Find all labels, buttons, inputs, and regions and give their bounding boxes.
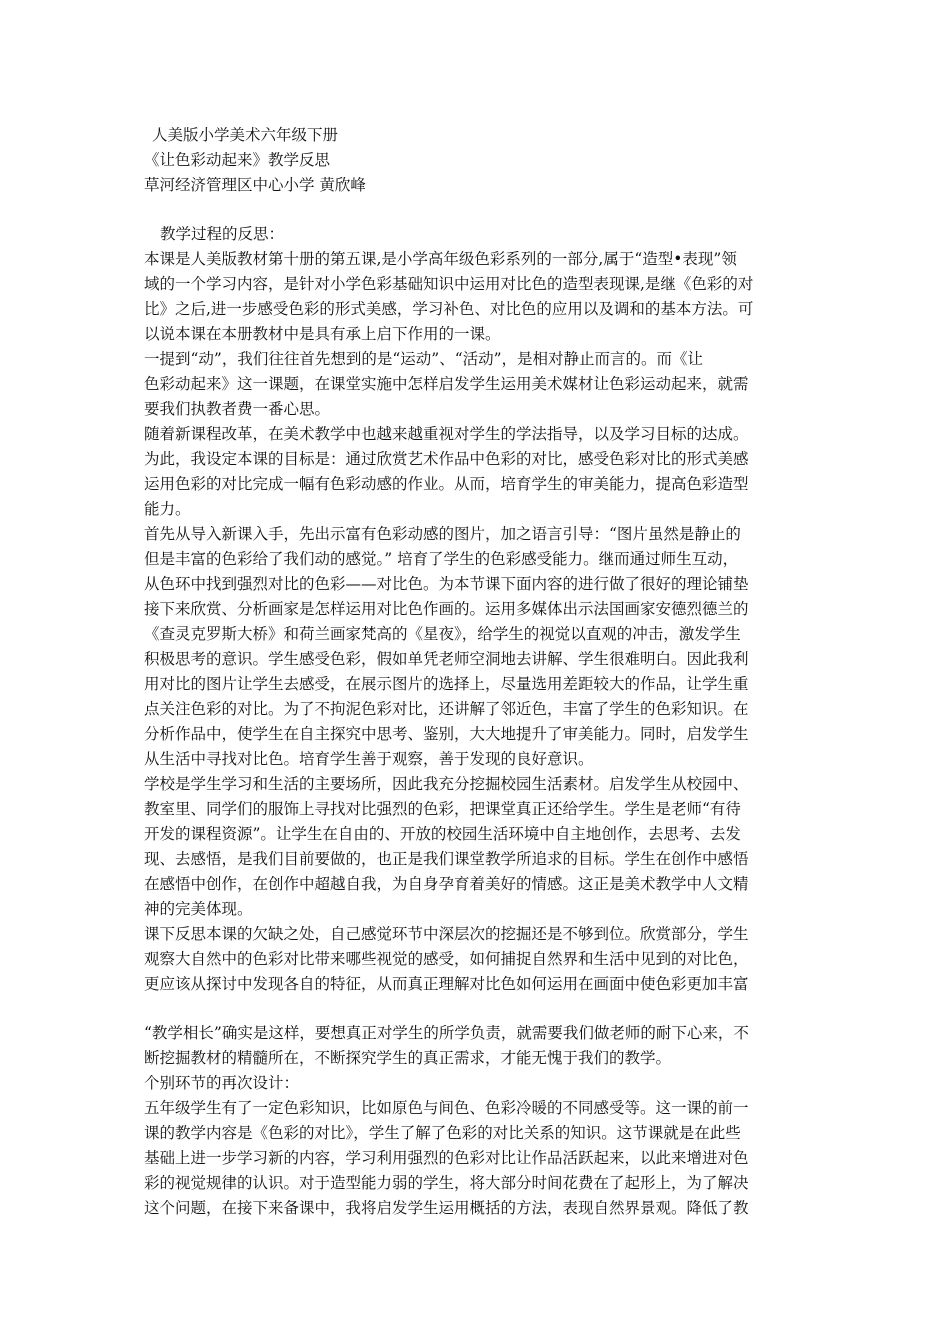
paragraph-line: 课下反思本课的欠缺之处，自己感觉环节中深层次的挖掘还是不够到位。欣赏部分，学生 [144, 925, 749, 943]
paragraph-line: “教学相长”确实是这样，要想真正对学生的所学负责，就需要我们做老师的耐下心来，不 [144, 1024, 749, 1042]
paragraph-line: 一提到“动”，我们往往首先想到的是“运动”、“活动”，是相对静止而言的。而《让 [144, 350, 704, 368]
paragraph-line: 但是丰富的色彩给了我们动的感觉。” 培育了学生的色彩感受能力。继而通过师生互动， [144, 550, 739, 568]
paragraph-line: 为此，我设定本课的目标是：通过欣赏艺术作品中色彩的对比，感受色彩对比的形式美感 [144, 450, 749, 468]
paragraph [144, 522, 812, 772]
paragraph-line: 运用色彩的对比完成一幅有色彩动感的作业。从而，培育学生的审美能力，提高色彩造型 [144, 475, 749, 493]
paragraph-line: 积极思考的意识。学生感受色彩，假如单凭老师空洞地去讲解、学生很难明白。因此我利 [144, 650, 749, 668]
paragraph-line: 更应该从探讨中发现各自的特征，从而真正理解对比色如何运用在画面中使色彩更加丰富 [144, 975, 749, 993]
section-heading: 个别环节的再次设计： [144, 1074, 300, 1092]
paragraph-line: 域的一个学习内容，是针对小学色彩基础知识中运用对比色的造型表现课,是继《色彩的对 [144, 275, 754, 293]
paragraph-line: 《查灵克罗斯大桥》和荷兰画家梵高的《星夜》，给学生的视觉以直观的冲击，激发学生 [144, 625, 741, 643]
publisher-line: 人美版小学美术六年级下册 [152, 126, 339, 144]
paragraph [144, 1096, 812, 1221]
paragraph-line: 基础上进一步学习新的内容，学习利用强烈的色彩对比让作品活跃起来，以此来增进对色 [144, 1149, 749, 1167]
paragraph-line: 随着新课程改革，在美术教学中也越来越重视对学生的学法指导，以及学习目标的达成。 [144, 425, 749, 443]
paragraph [144, 1021, 812, 1071]
paragraph-line: 本课是人美版教材第十册的第五课,是小学高年级色彩系列的一部分,属于“造型•表现”领 [144, 250, 737, 268]
paragraph-line: 这个问题，在接下来备课中，我将启发学生运用概括的方法，表现自然界景观。降低了教 [144, 1199, 749, 1217]
paragraph-line: 用对比的图片让学生去感受，在展示图片的选择上，尽量选用差距较大的作品，让学生重 [144, 675, 749, 693]
paragraph-line: 比》之后,进一步感受色彩的形式美感，学习补色、对比色的应用以及调和的基本方法。可 [144, 300, 754, 318]
paragraph-line: 在感悟中创作，在创作中超越自我，为自身孕育着美好的情感。这正是美术教学中人文精 [144, 875, 749, 893]
paragraph [144, 772, 812, 922]
paragraph-line: 首先从导入新课入手，先出示富有色彩动感的图片，加之语言引导：“图片虽然是静止的 [144, 525, 741, 543]
section-heading: 教学过程的反思： [160, 225, 285, 243]
paragraph-line: 点关注色彩的对比。为了不拘泥色彩对比，还讲解了邻近色，丰富了学生的色彩知识。在 [144, 700, 749, 718]
paragraph-line: 从生活中寻找对比色。培育学生善于观察，善于发现的良好意识。 [144, 750, 594, 768]
paragraph-line: 色彩动起来》这一课题，在课堂实施中怎样启发学生运用美术媒材让色彩运动起来，就需 [144, 375, 749, 393]
author-line: 草河经济管理区中心小学 黄欣峰 [144, 176, 366, 194]
paragraph-line: 从色环中找到强烈对比的色彩——对比色。为本节课下面内容的进行做了很好的理论铺垫 [144, 575, 749, 593]
paragraph-line: 观察大自然中的色彩对比带来哪些视觉的感受，如何捕捉自然界和生活中见到的对比色， [144, 950, 749, 968]
paragraph-line: 学校是学生学习和生活的主要场所，因此我充分挖掘校园生活素材。启发学生从校园中、 [144, 775, 749, 793]
paragraph [144, 422, 812, 522]
paragraph-line: 要我们执教者费一番心思。 [144, 400, 331, 418]
paragraph-line: 分析作品中，使学生在自主探究中思考、鉴别，大大地提升了审美能力。同时，启发学生 [144, 725, 749, 743]
paragraph-line: 开发的课程资源”。让学生在自由的、开放的校园生活环境中自主地创作，去思考、去发 [144, 825, 741, 843]
paragraph-line: 教室里、同学们的服饰上寻找对比强烈的色彩，把课堂真正还给学生。学生是老师“有待 [144, 800, 741, 818]
paragraph [144, 247, 812, 347]
document-page [144, 123, 812, 1221]
paragraph-line: 五年级学生有了一定色彩知识，比如原色与间色、色彩冷暖的不同感受等。这一课的前一 [144, 1099, 749, 1117]
paragraph-line: 现、去感悟，是我们目前要做的，也正是我们课堂教学所追求的目标。学生在创作中感悟 [144, 850, 749, 868]
paragraph-line: 课的教学内容是《色彩的对比》，学生了解了色彩的对比关系的知识。这节课就是在此些 [144, 1124, 741, 1142]
paragraph-line: 断挖掘教材的精髓所在，不断探究学生的真正需求，才能无愧于我们的教学。 [144, 1049, 672, 1067]
paragraph [144, 347, 812, 422]
paragraph-line: 能力。 [144, 500, 191, 518]
lesson-title: 《让色彩动起来》教学反思 [144, 151, 331, 169]
paragraph-line: 神的完美体现。 [144, 900, 253, 918]
paragraph-line: 彩的视觉规律的认识。对于造型能力弱的学生，将大部分时间花费在了起形上，为了解决 [144, 1174, 749, 1192]
paragraph-line: 以说本课在本册教材中是具有承上启下作用的一课。 [144, 325, 501, 343]
paragraph-line: 接下来欣赏、分析画家是怎样运用对比色作画的。运用多媒体出示法国画家安德烈德兰的 [144, 600, 749, 618]
paragraph [144, 922, 812, 997]
